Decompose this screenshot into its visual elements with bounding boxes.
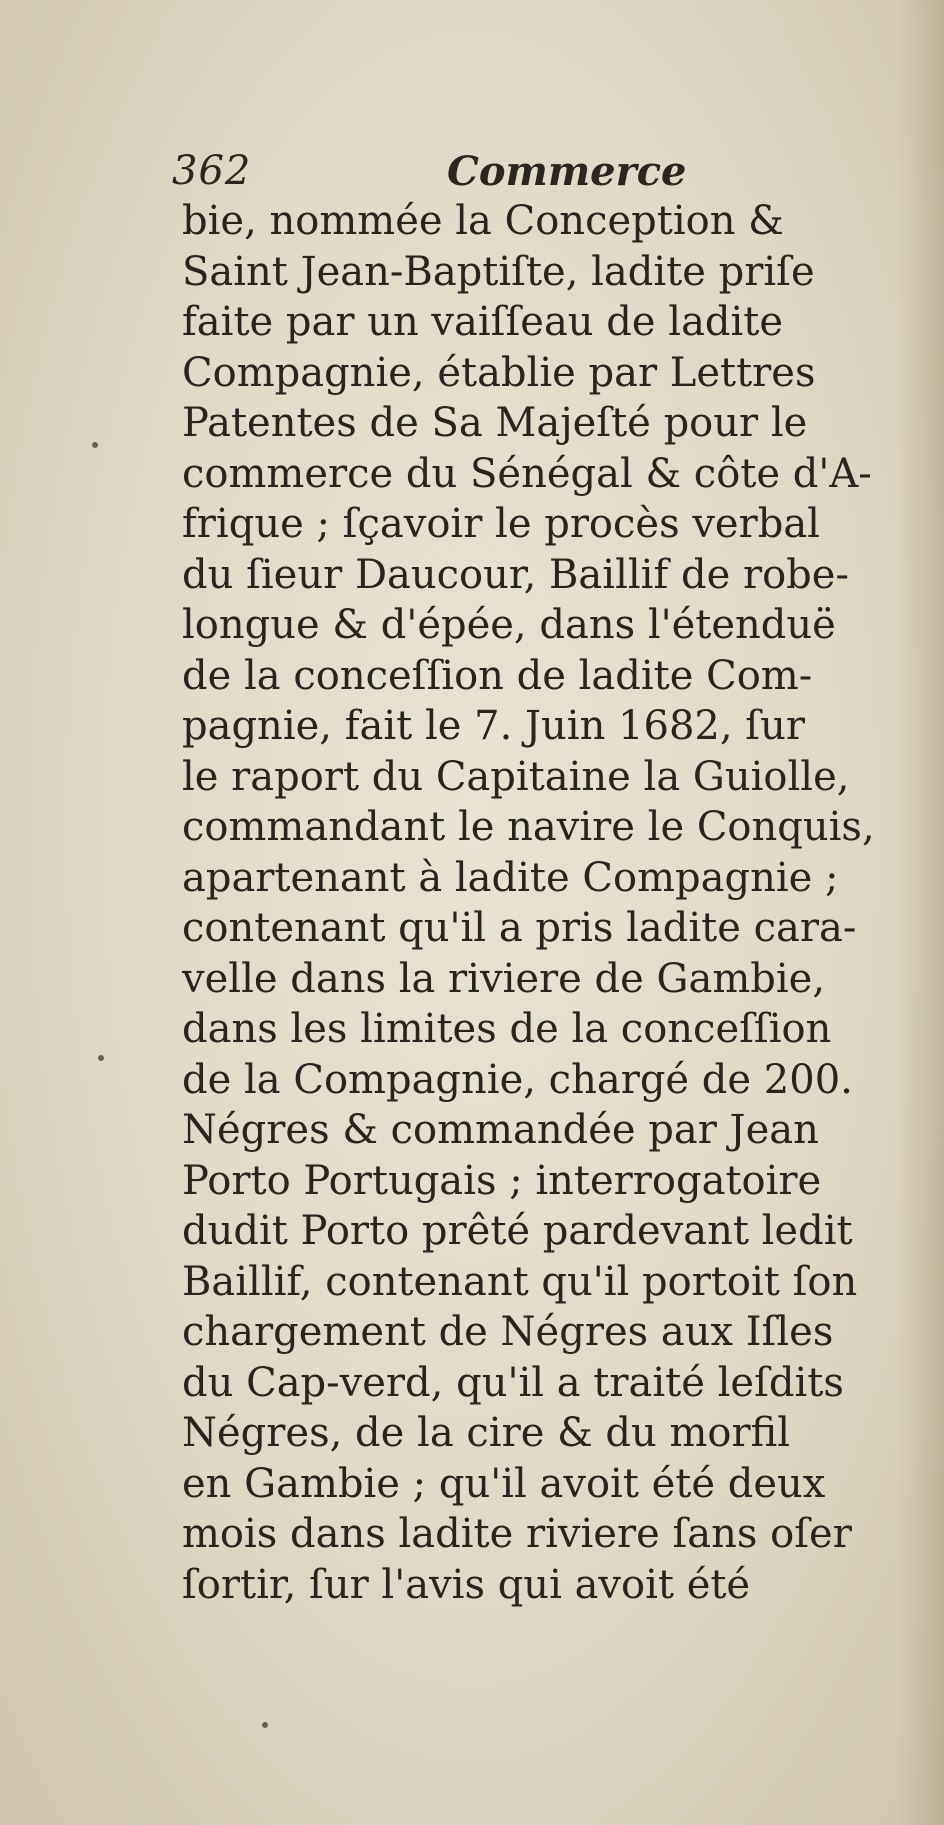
text-line: le raport du Capitaine la Guiolle, <box>182 753 850 800</box>
text-line: de la Compagnie, chargé de 200. <box>182 1056 853 1103</box>
text-line: faite par un vaiſſeau de ladite <box>182 299 784 345</box>
text-line: bie, nommée la Conception & <box>182 198 784 244</box>
text-line: Patentes de Sa Majeſté pour le <box>182 400 808 446</box>
text-line: Baillif, contenant qu'il portoit ſon <box>182 1258 858 1305</box>
text-line: Négres & commandée par Jean <box>182 1107 819 1153</box>
text-line: mois dans ladite riviere ſans oſer <box>182 1511 852 1557</box>
text-line: du Cap-verd, qu'il a traité leſdits <box>182 1359 844 1406</box>
text-line: commandant le navire le Conquis, <box>182 804 875 850</box>
text-line: apartenant à ladite Compagnie ; <box>182 854 839 901</box>
paper-speck <box>98 1055 104 1061</box>
text-line: Compagnie, établie par Lettres <box>182 349 816 396</box>
text-line: chargement de Négres aux Iſles <box>182 1309 834 1355</box>
text-line: frique ; ſçavoir le procès verbal <box>182 501 820 547</box>
text-line: contenant qu'il a pris ladite cara- <box>182 905 857 951</box>
text-line: de la conceſſion de ladite Com- <box>182 652 813 699</box>
text-line: Négres, de la cire & du morfil <box>182 1410 791 1456</box>
text-line: pagnie, fait le 7. Juin 1682, ſur <box>182 703 805 749</box>
text-line: Porto Portugais ; interrogatoire <box>182 1157 822 1204</box>
text-line: commerce du Sénégal & côte d'A- <box>182 450 872 497</box>
text-line: longue & d'épée, dans l'étenduë <box>182 602 836 648</box>
text-line: dudit Porto prêté pardevant ledit <box>182 1208 853 1254</box>
page-number: 362 <box>172 148 252 194</box>
text-line: velle dans la riviere de Gambie, <box>182 955 826 1002</box>
text-line: en Gambie ; qu'il avoit été deux <box>182 1460 826 1507</box>
text-line: du ſieur Daucour, Baillif de robe- <box>182 551 849 598</box>
text-line: Saint Jean-Baptiſte, ladite priſe <box>182 248 815 295</box>
running-head: Commerce <box>447 148 687 195</box>
paper-speck <box>92 442 98 448</box>
text-line: dans les limites de la conceſſion <box>182 1006 832 1052</box>
paper-speck <box>262 1722 268 1728</box>
body-text <box>182 196 922 1610</box>
text-line: ſortir, ſur l'avis qui avoit été <box>182 1561 751 1608</box>
